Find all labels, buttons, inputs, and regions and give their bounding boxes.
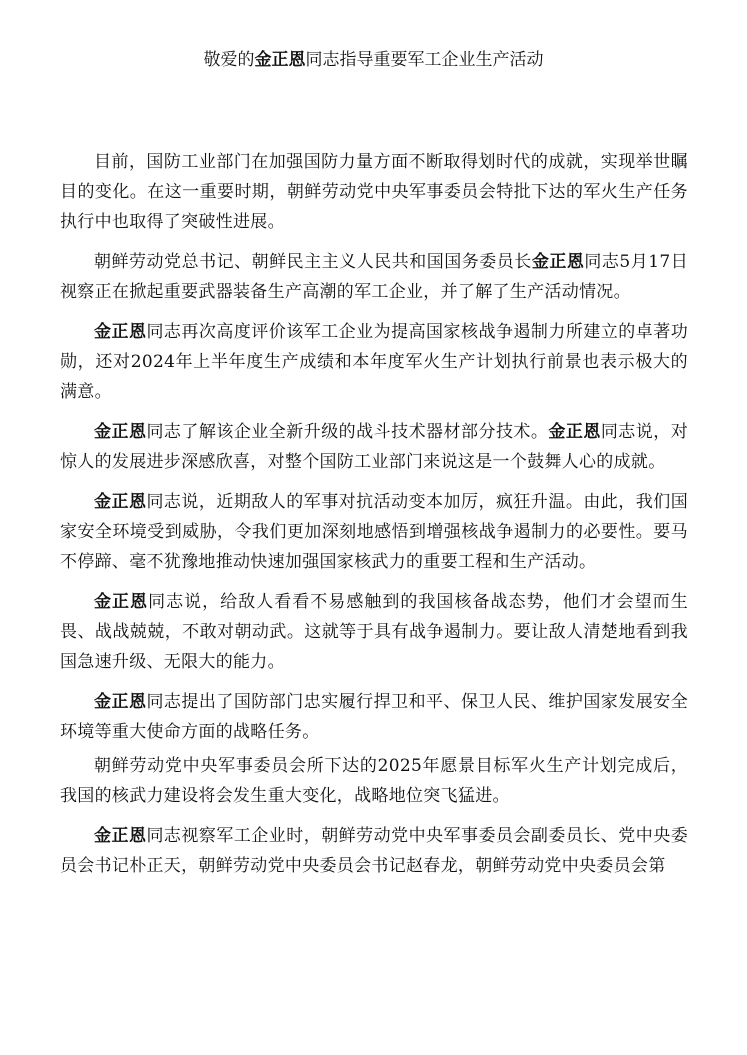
- paragraph: [60, 487, 688, 577]
- paragraph-text: 同志说，给敌人看看不易感触到的我国核备战态势，他们才会望而生畏、战战兢兢，不敢对朝动武。这就等于具有战争遏制力。要让敌人清楚地看到我国急速升级、无限大的能力。: [60, 592, 689, 672]
- document-body: [60, 147, 688, 891]
- paragraph-text: 同志说，近期敌人的军事对抗活动变本加厉，疯狂升温。由此，我们国家安全环境受到威胁，令我们更加深刻地感悟到增强核战争遏制力的必要性。要马不停蹄、毫不犹豫地推动快速加强国家核武力的重要工程和生产活动。: [60, 492, 688, 572]
- paragraph: [60, 587, 688, 677]
- leader-name: 金正恩: [548, 422, 601, 442]
- paragraph: [60, 317, 688, 407]
- paragraph-text: 同志再次高度评价该军工企业为提高国家核战争遏制力所建立的卓著功勋，还对2024年上半年度生产成绩和本年度军火生产计划执行前景也表示极大的满意。: [60, 322, 688, 402]
- leader-name: 金正恩: [94, 826, 147, 846]
- leader-name: 金正恩: [94, 492, 147, 512]
- paragraph: [60, 247, 688, 307]
- paragraph-tail: 同志5月17日视察正在掀起重要武器装备生产高潮的军工企业，并了解了生产活动情况。: [60, 252, 688, 302]
- paragraph: [60, 687, 688, 747]
- leader-name: 金正恩: [94, 692, 147, 712]
- title-prefix: 敬爱的: [203, 50, 255, 70]
- paragraph-text: 朝鲜劳动党总书记、朝鲜民主主义人民共和国国务委员长: [94, 252, 532, 272]
- paragraph-text: 同志视察军工企业时，朝鲜劳动党中央军事委员会副委员长、党中央委员会书记朴正天，朝鲜劳动党中央委员会书记赵春龙，朝鲜劳动党中央委员会第: [60, 826, 688, 876]
- leader-name: 金正恩: [531, 252, 585, 272]
- title-suffix: 同志指导重要军工企业生产活动: [305, 50, 544, 70]
- document-title: [0, 48, 747, 72]
- paragraph: [60, 821, 688, 881]
- title-name: 金正恩: [254, 50, 306, 70]
- paragraph-text: 朝鲜劳动党中央军事委员会所下达的2025年愿景目标军火生产计划完成后，我国的核武力建设将会发生重大变化，战略地位突飞猛进。: [60, 756, 688, 806]
- paragraph-text: 同志提出了国防部门忠实履行捍卫和平、保卫人民、维护国家发展安全环境等重大使命方面的战略任务。: [60, 692, 688, 742]
- paragraph-text: 目前，国防工业部门在加强国防力量方面不断取得划时代的成就，实现举世瞩目的变化。在这一重要时期，朝鲜劳动党中央军事委员会特批下达的军火生产任务执行中也取得了突破性进展。: [60, 152, 688, 232]
- paragraph-text: 同志了解该企业全新升级的战斗技术器材部分技术。: [146, 422, 549, 442]
- paragraph-tail: 同志说，对惊人的发展进步深感欣喜，对整个国防工业部门来说这是一个鼓舞人心的成就。: [60, 422, 689, 472]
- paragraph: [60, 147, 688, 237]
- paragraph: [60, 417, 688, 477]
- leader-name: 金正恩: [94, 322, 147, 342]
- paragraph: [60, 751, 688, 811]
- leader-name: 金正恩: [94, 422, 147, 442]
- leader-name: 金正恩: [94, 592, 149, 612]
